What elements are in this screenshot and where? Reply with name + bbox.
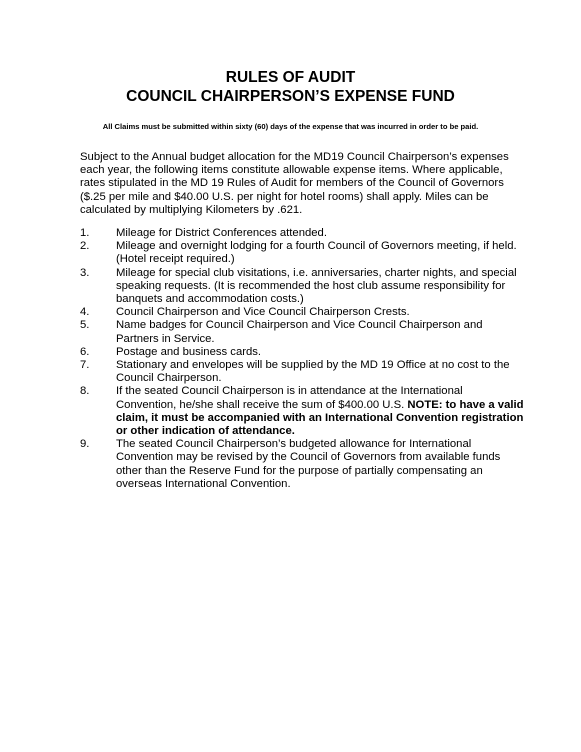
- list-item: [80, 359, 525, 385]
- item-number: 6.: [80, 345, 90, 358]
- item-text-normal: If the seated Council Chairperson is in attendance at the International Convention, he/she shall receive the sum of $400.00 U.S.: [116, 385, 463, 411]
- item-number: 5.: [80, 319, 90, 332]
- list-item: [80, 438, 525, 491]
- item-text: Postage and business cards.: [116, 345, 262, 358]
- list-item: [80, 267, 525, 307]
- intro-paragraph: Subject to the Annual budget allocation for the MD19 Council Chairperson’s expenses each year, the following items constitute allowable expense items. Where applicable, rates stipulated in the MD 19 Rules of Audit for members of the Council of Governors ($.25 per mile and $40.00 U.S. per night for hotel rooms) shall apply. Miles can be calculated by multiplying Kilometers by .621.: [80, 151, 509, 216]
- item-number: 2.: [80, 240, 90, 253]
- item-text: Council Chairperson and Vice Council Chairperson Crests.: [116, 306, 410, 319]
- item-text: The seated Council Chairperson’s budgeted allowance for International Convention may be revised by the Council of Governors from available funds other than the Reserve Fund for the purpose of partially compensating an overseas International Convention.: [116, 438, 501, 490]
- title-line-2: COUNCIL CHAIRPERSON’S EXPENSE FUND: [126, 88, 455, 105]
- item-text: Mileage and overnight lodging for a fourth Council of Governors meeting, if held. (Hotel receipt required.): [116, 240, 517, 266]
- list-item: [80, 385, 525, 438]
- item-text: [116, 385, 525, 438]
- item-number: 1.: [80, 227, 90, 239]
- document-title: [0, 68, 581, 106]
- item-text: Stationary and envelopes will be supplied by the MD 19 Office at no cost to the Council Chairperson.: [116, 359, 510, 385]
- item-number: 3.: [80, 266, 90, 279]
- title-line-1: RULES OF AUDIT: [225, 69, 356, 86]
- item-text-bold-note: NOTE: to have a valid claim, it must be accompanied with an International Convention registration or other indication of attendance.: [116, 398, 524, 438]
- item-number: 9.: [80, 438, 90, 451]
- item-number: 8.: [80, 385, 90, 398]
- item-number: 4.: [80, 306, 90, 319]
- item-text: Name badges for Council Chairperson and Vice Council Chairperson and Partners in Service.: [116, 319, 483, 345]
- list-item: [80, 227, 525, 240]
- claims-notice: All Claims must be submitted within sixty (60) days of the expense that was incurred in order to be paid.: [102, 122, 479, 131]
- item-text: Mileage for District Conferences attended.: [116, 227, 327, 239]
- list-item: [80, 306, 525, 319]
- list-item: [80, 346, 525, 359]
- expense-items-list: [80, 227, 525, 491]
- list-item: [80, 240, 525, 266]
- list-item: [80, 319, 525, 345]
- item-number: 7.: [80, 359, 90, 372]
- item-text: Mileage for special club visitations, i.e. anniversaries, charter nights, and special speaking requests. (It is recommended the host club assume responsibility for banquets and accommodation costs.): [116, 266, 517, 306]
